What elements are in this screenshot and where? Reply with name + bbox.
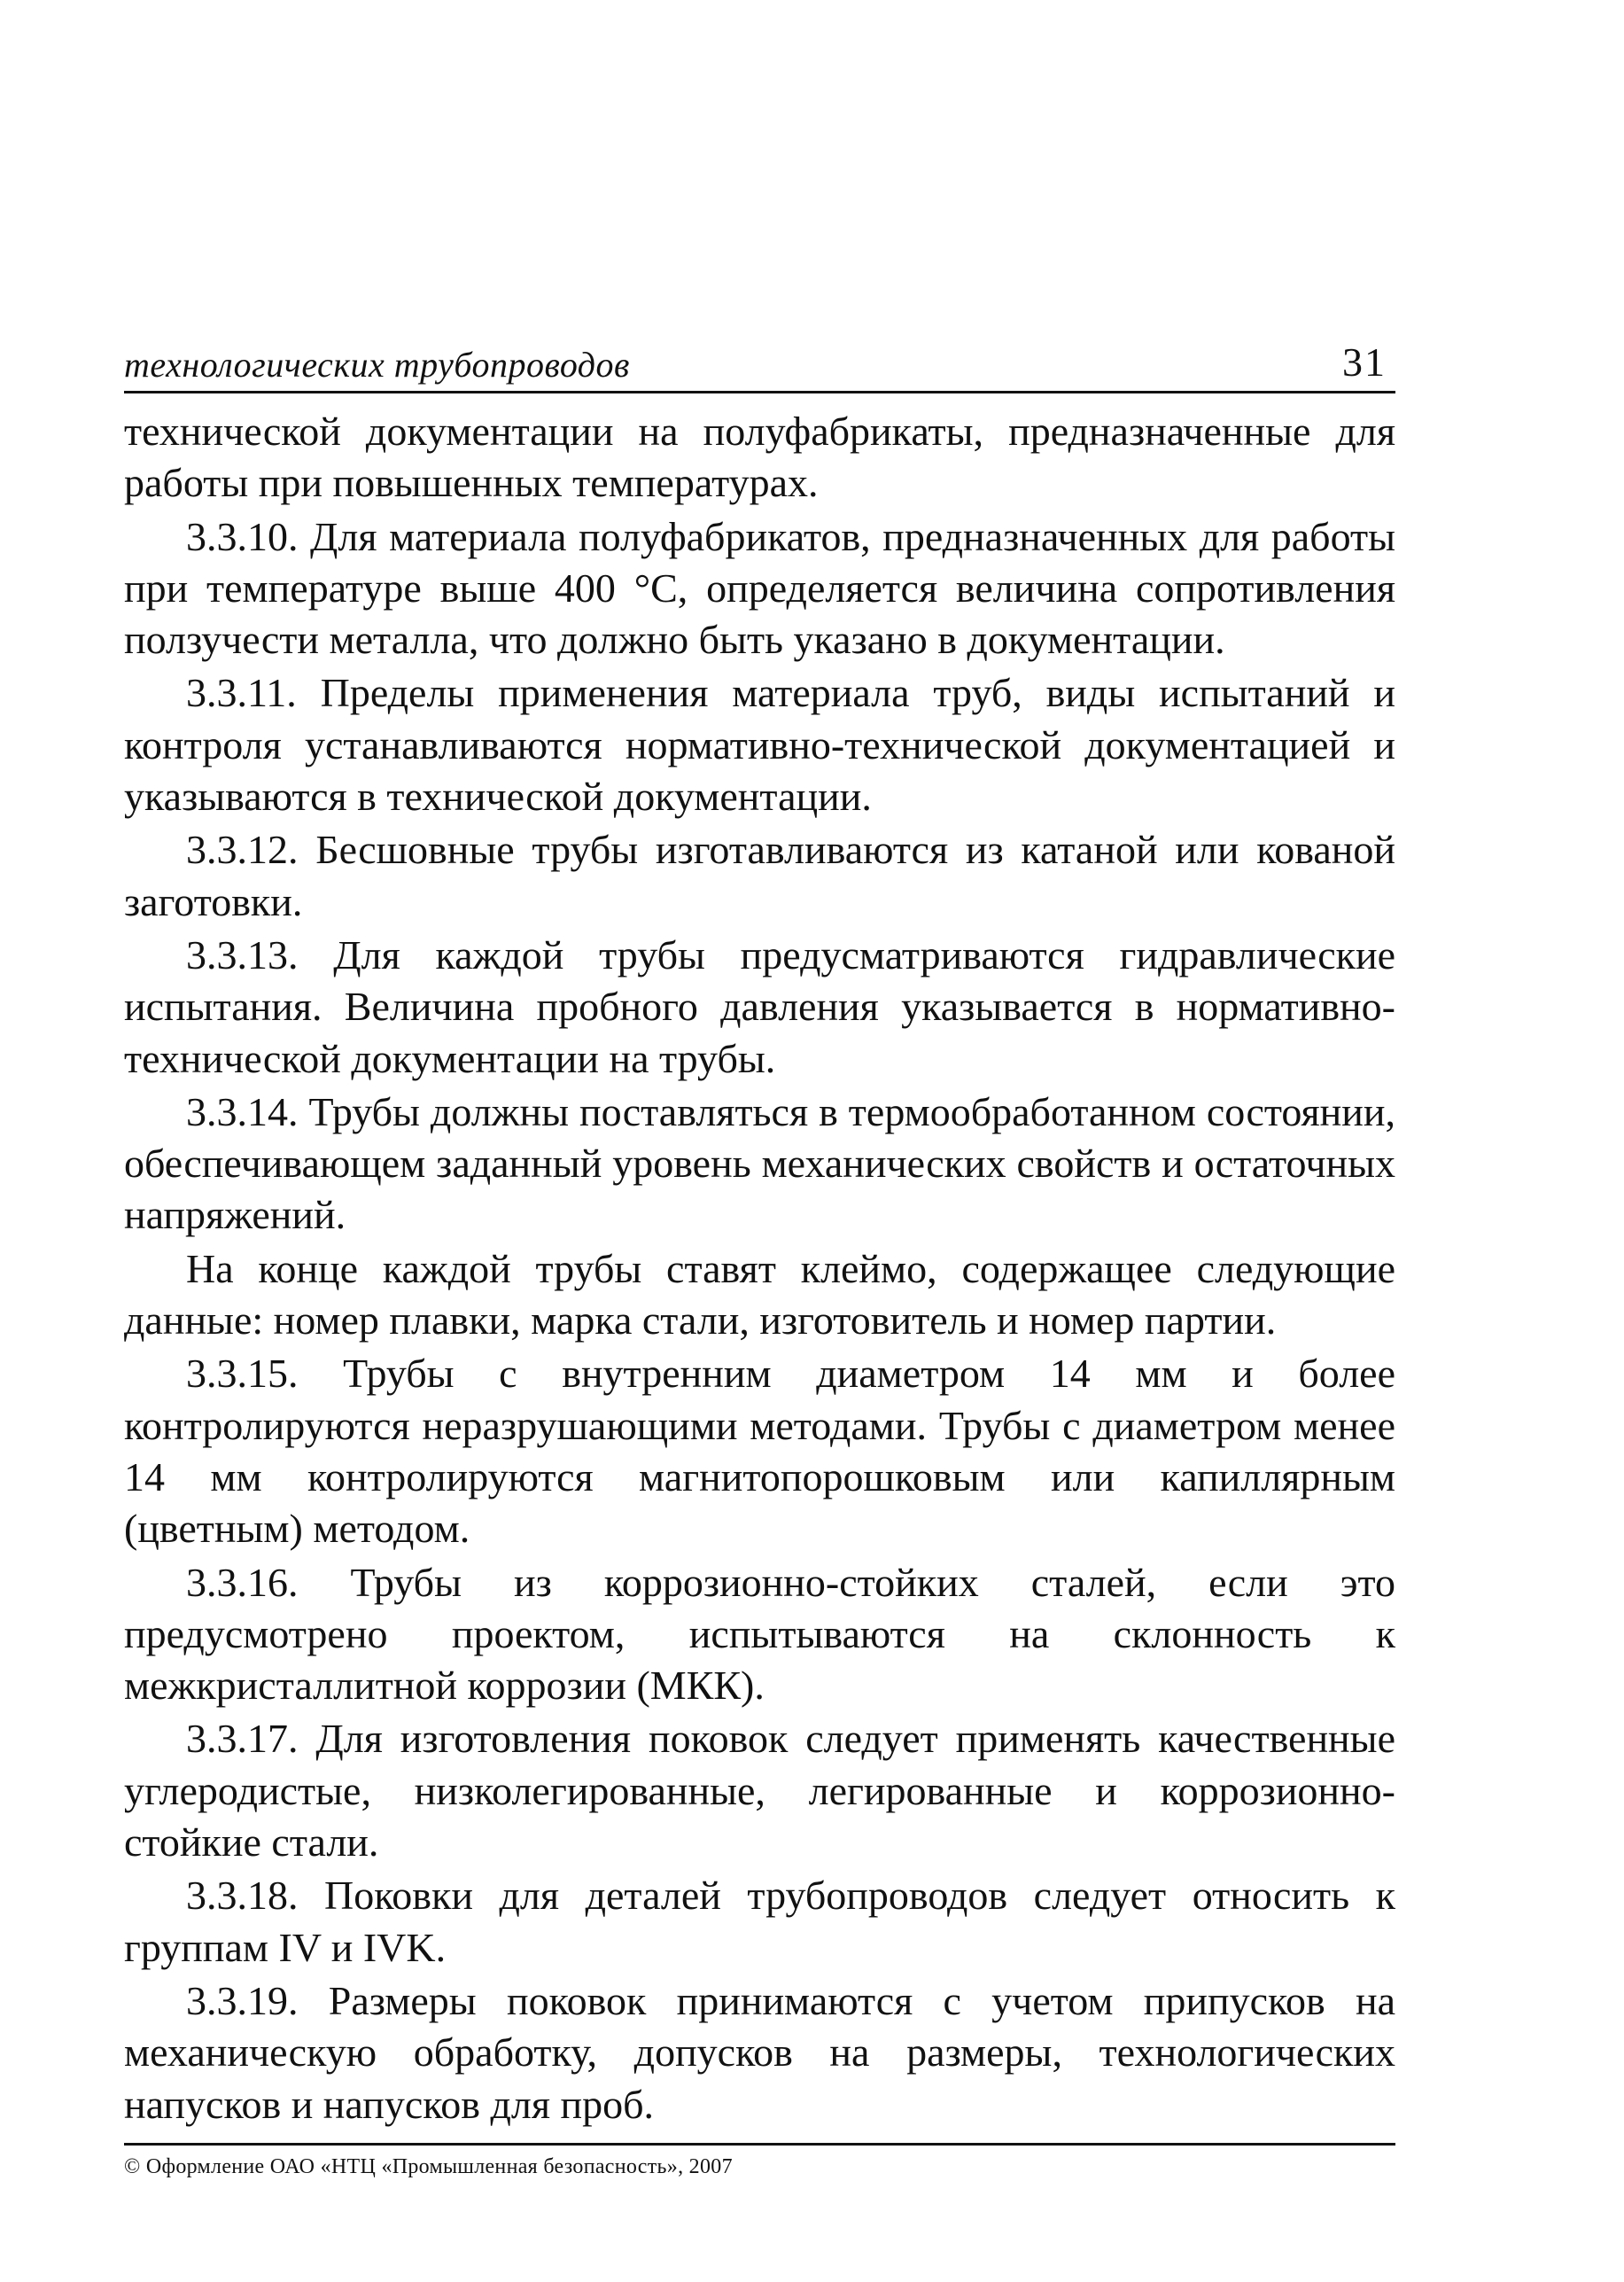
paragraph-3-3-16: 3.3.16. Трубы из коррозионно-стойких сталей, если это предусмотрено проектом, испытываются на склонность к межкристаллитной коррозии (МКК).: [124, 1559, 1395, 1709]
paragraph-3-3-15: 3.3.15. Трубы с внутренним диаметром 14 мм и более контролируются неразрушающими методами. Трубы с диаметром менее 14 мм контролируются магнитопорошковым или капиллярным (цветным) методом.: [124, 1351, 1395, 1552]
paragraph-3-3-14: 3.3.14. Трубы должны поставляться в термообработанном состоянии, обеспечивающем заданный уровень механических свойств и остаточных напряжений.: [124, 1088, 1395, 1238]
document-page: [124, 323, 1395, 2132]
footer-copyright: © Оформление ОАО «НТЦ «Промышленная безопасность», 2007: [124, 2155, 733, 2178]
paragraph-3-3-10: 3.3.10. Для материала полуфабрикатов, предназначенных для работы при температуре выше 400 °С, определяется величина сопротивления ползучести металла, что должно быть указано в документации.: [124, 513, 1395, 663]
paragraph-continuation: технической документации на полуфабрикаты, предназначенные для работы при повышенных температурах.: [124, 409, 1395, 506]
running-header: [124, 323, 1395, 393]
paragraph-3-3-17: 3.3.17. Для изготовления поковок следует применять качественные углеродистые, низколегированные, легированные и коррозионно-стойкие стали.: [124, 1716, 1395, 1865]
footer-rule: [124, 2143, 1395, 2146]
paragraph-3-3-11: 3.3.11. Пределы применения материала труб, виды испытаний и контроля устанавливаются нормативно-технической документацией и указываются в технической документации.: [124, 670, 1395, 820]
paragraph-marking: На конце каждой трубы ставят клеймо, содержащее следующие данные: номер плавки, марка стали, изготовитель и номер партии.: [124, 1245, 1395, 1343]
paragraph-3-3-19: 3.3.19. Размеры поковок принимаются с учетом припусков на механическую обработку, допусков на размеры, технологических напусков и напусков для проб.: [124, 1977, 1395, 2127]
paragraph-3-3-18: 3.3.18. Поковки для деталей трубопроводов следует относить к группам IV и IVK.: [124, 1873, 1395, 1970]
running-title: технологических трубопроводов: [124, 345, 630, 385]
paragraph-3-3-13: 3.3.13. Для каждой трубы предусматриваются гидравлические испытания. Величина пробного давления указывается в нормативно-технической документации на трубы.: [124, 931, 1395, 1081]
paragraph-3-3-12: 3.3.12. Бесшовные трубы изготавливаются из катаной или кованой заготовки.: [124, 827, 1395, 924]
body-text: [124, 406, 1395, 2130]
page-number: 31: [1342, 339, 1387, 385]
